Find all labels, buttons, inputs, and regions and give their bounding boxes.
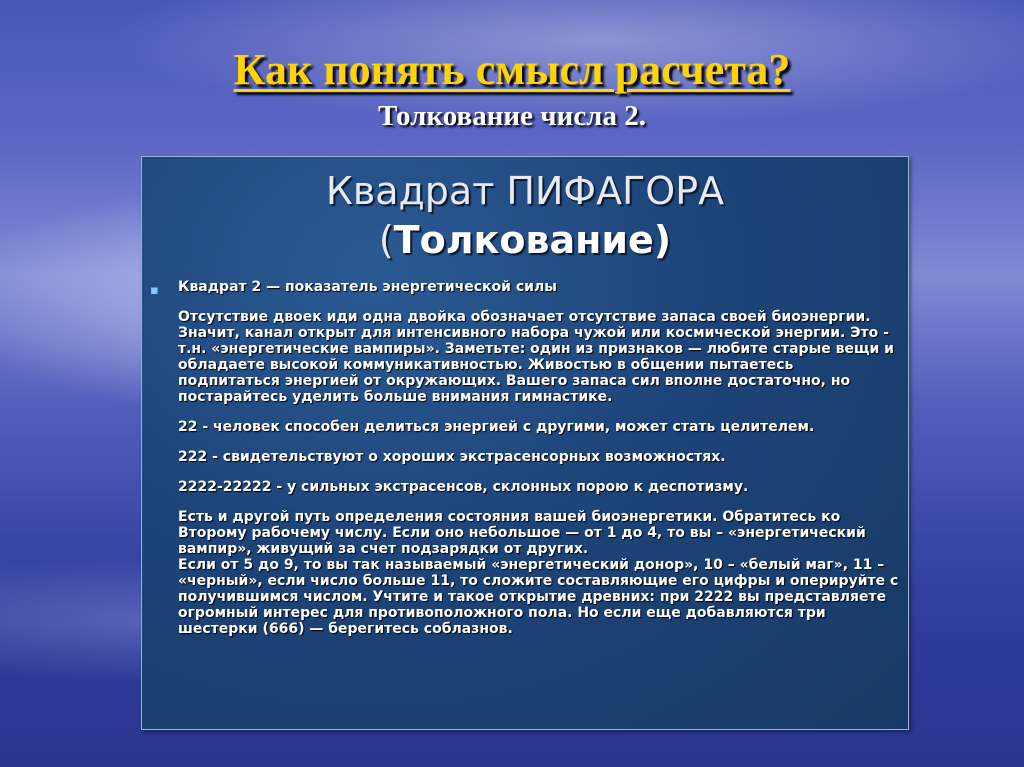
section-heading: Квадрат 2 — показатель энергетической силы: [178, 279, 557, 295]
paragraph-4: 2222-22222 - у сильных экстрасенсов, склонных порою к деспотизму.: [178, 479, 749, 495]
panel-title: [142, 167, 908, 266]
paragraph-2: 22 - человек способен делиться энергией с другими, может стать целителем.: [178, 419, 815, 435]
slide-subtitle: Толкование числа 2.: [378, 100, 646, 132]
title-close-paren: ): [653, 218, 672, 263]
slide-title: Как понять смысл расчета?: [233, 45, 791, 94]
title-open-paren: (: [378, 218, 394, 263]
content-panel: [141, 156, 909, 730]
panel-content: [178, 279, 900, 637]
bullet-icon: ▪: [150, 283, 159, 298]
paragraph-3: 222 - свидетельствуют о хороших экстрасенсорных возможностях.: [178, 449, 726, 465]
paragraph-6: Если от 5 до 9, то вы так называемый «энергетический донор», 10 – «белый маг», 11 – «черный», если число больше 11, то сложите составляющие его цифры и оперируйте с получившимся числом. Учтите и такое открытие древних: при 2222 вы представляете огромный интерес для противоположного пола. Но если еще добавляются три шестерки (666) — берегитесь соблазнов.: [178, 557, 899, 637]
panel-title-line1: Квадрат ПИФАГОРА: [325, 169, 725, 213]
paragraph-5: Есть и другой путь определения состояния вашей биоэнергетики. Обратитесь ко Второму рабочему числу. Если оно небольшое — от 1 до 4, то вы – «энергетический вампир», живущий за счет подзарядки от других.: [178, 509, 866, 557]
paragraph-1: Отсутствие двоек иди одна двойка обозначает отсутствие запаса своей биоэнергии. Значит, канал открыт для интенсивного набора чужой или космической энергии. Это - т.н. «энергетические вампиры». Заметьте: один из признаков — любите старые вещи и обладаете высокой коммуникативностью. Живостью в общении пытаетесь подпитаться энергией от окружающих. Вашего запаса сил вполне достаточно, но постарайтесь уделить больше внимания гимнастике.: [178, 309, 894, 405]
title-bold-word: Толкование: [393, 218, 654, 263]
panel-title-line2: [142, 216, 908, 265]
